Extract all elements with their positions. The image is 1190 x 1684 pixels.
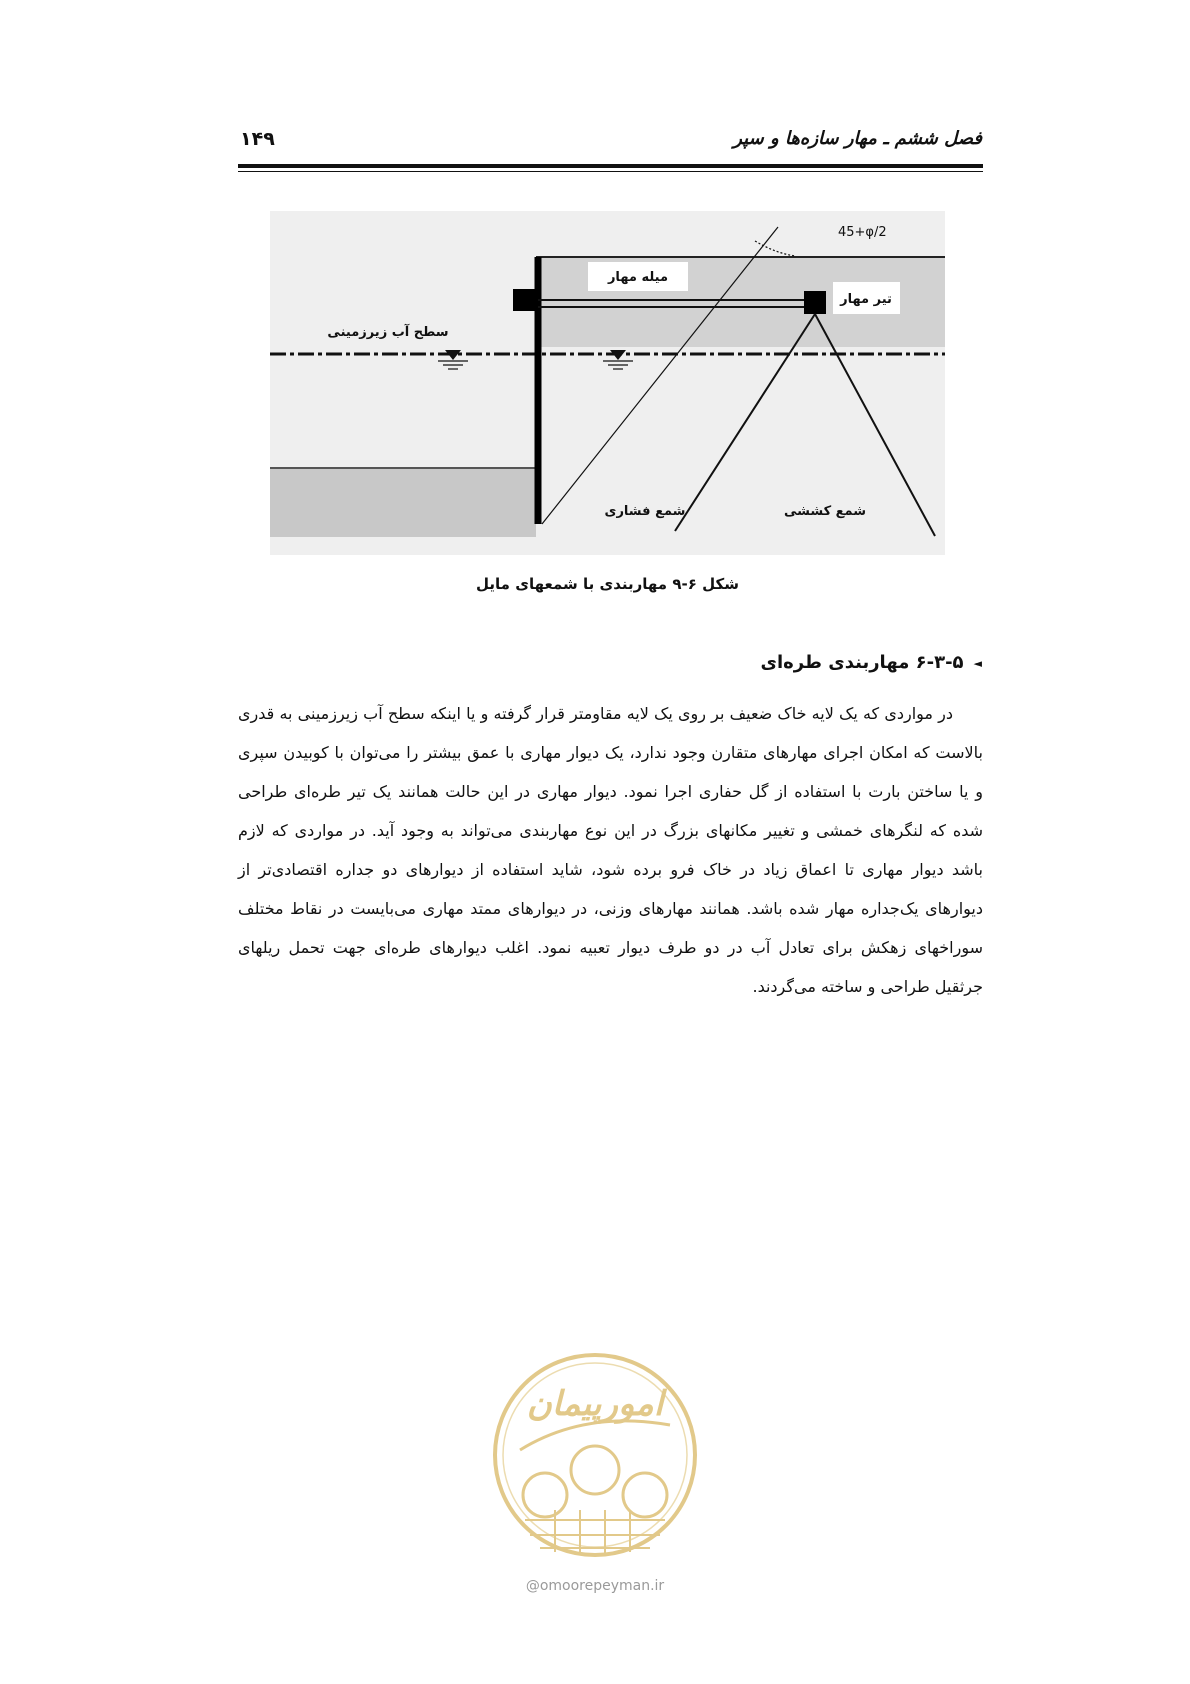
body-text	[238, 694, 983, 1006]
angle-label: 45+φ/2	[838, 225, 887, 240]
header-rule-thin	[238, 171, 983, 172]
figure-anchored-wall-diagram	[270, 211, 945, 555]
page-number: ۱۴۹	[240, 128, 275, 150]
anchor-beam-label: تیر مهار	[840, 292, 892, 307]
section-heading-text: ۶-۳-۵ مهاربندی طره‌ای	[760, 652, 964, 673]
running-head: فصل ششم ـ مهار سازه‌ها و سپر	[733, 128, 982, 149]
excavation-side-soil	[270, 469, 536, 537]
watermark-logo	[485, 1330, 705, 1580]
body-paragraph: در مواردی که یک لایه خاک ضعیف بر روی یک لایه مقاومتر قرار گرفته و یا اینکه سطح آب زیرزمینی به قدری بالاست که امکان اجرای مهارهای متقارن وجود ندارد، یک دیوار مهاری با عمق بیشتر را می‌توان با کوبیدن سپری و یا ساختن بارت با استفاده از گل حفاری اجرا نمود. دیوار مهاری در این حالت همانند یک تیر طره‌ای طراحی شده که لنگرهای خمشی و تغییر مکانهای بزرگ در این نوع مهاربندی می‌تواند به وجود آید. در مواردی که لازم باشد دیوار مهاری تا اعماق زیاد در خاک فرو برده شود، شاید استفاده از دیوارهای دو جداره اقتصادی‌تر از دیوارهای یک‌جداره مهار شده باشد. همانند مهارهای وزنی، در دیوارهای ممتد مهاری می‌بایست در نقاط مختلف سوراخهای زهکش برای تعادل آب در دو طرف دیوار تعبیه نمود. اغلب دیوارهای طره‌ای جهت تحمل ریلهای جرثقیل طراحی و ساخته می‌گردند.	[238, 704, 983, 996]
logo-gear-icons	[523, 1446, 667, 1517]
water-table-label: سطح آب زیرزمینی	[327, 325, 449, 340]
header-rule-thick	[238, 164, 983, 168]
anchor-beam-block	[804, 291, 826, 314]
figure-caption: شکل ۶-۹ مهاربندی با شمعهای مایل	[476, 575, 739, 593]
tension-pile-label: شمع کششی	[783, 504, 867, 519]
compression-pile-label: شمع فشاری	[604, 504, 686, 519]
anchor-rod-label: میله مهار	[607, 270, 669, 285]
heading-bullet: ◄	[973, 656, 982, 670]
logo-text: امورپیمان	[526, 1384, 664, 1424]
wale-block	[513, 289, 538, 311]
watermark-caption: @omoorepeyman.ir	[525, 1578, 665, 1594]
section-heading	[760, 652, 982, 673]
